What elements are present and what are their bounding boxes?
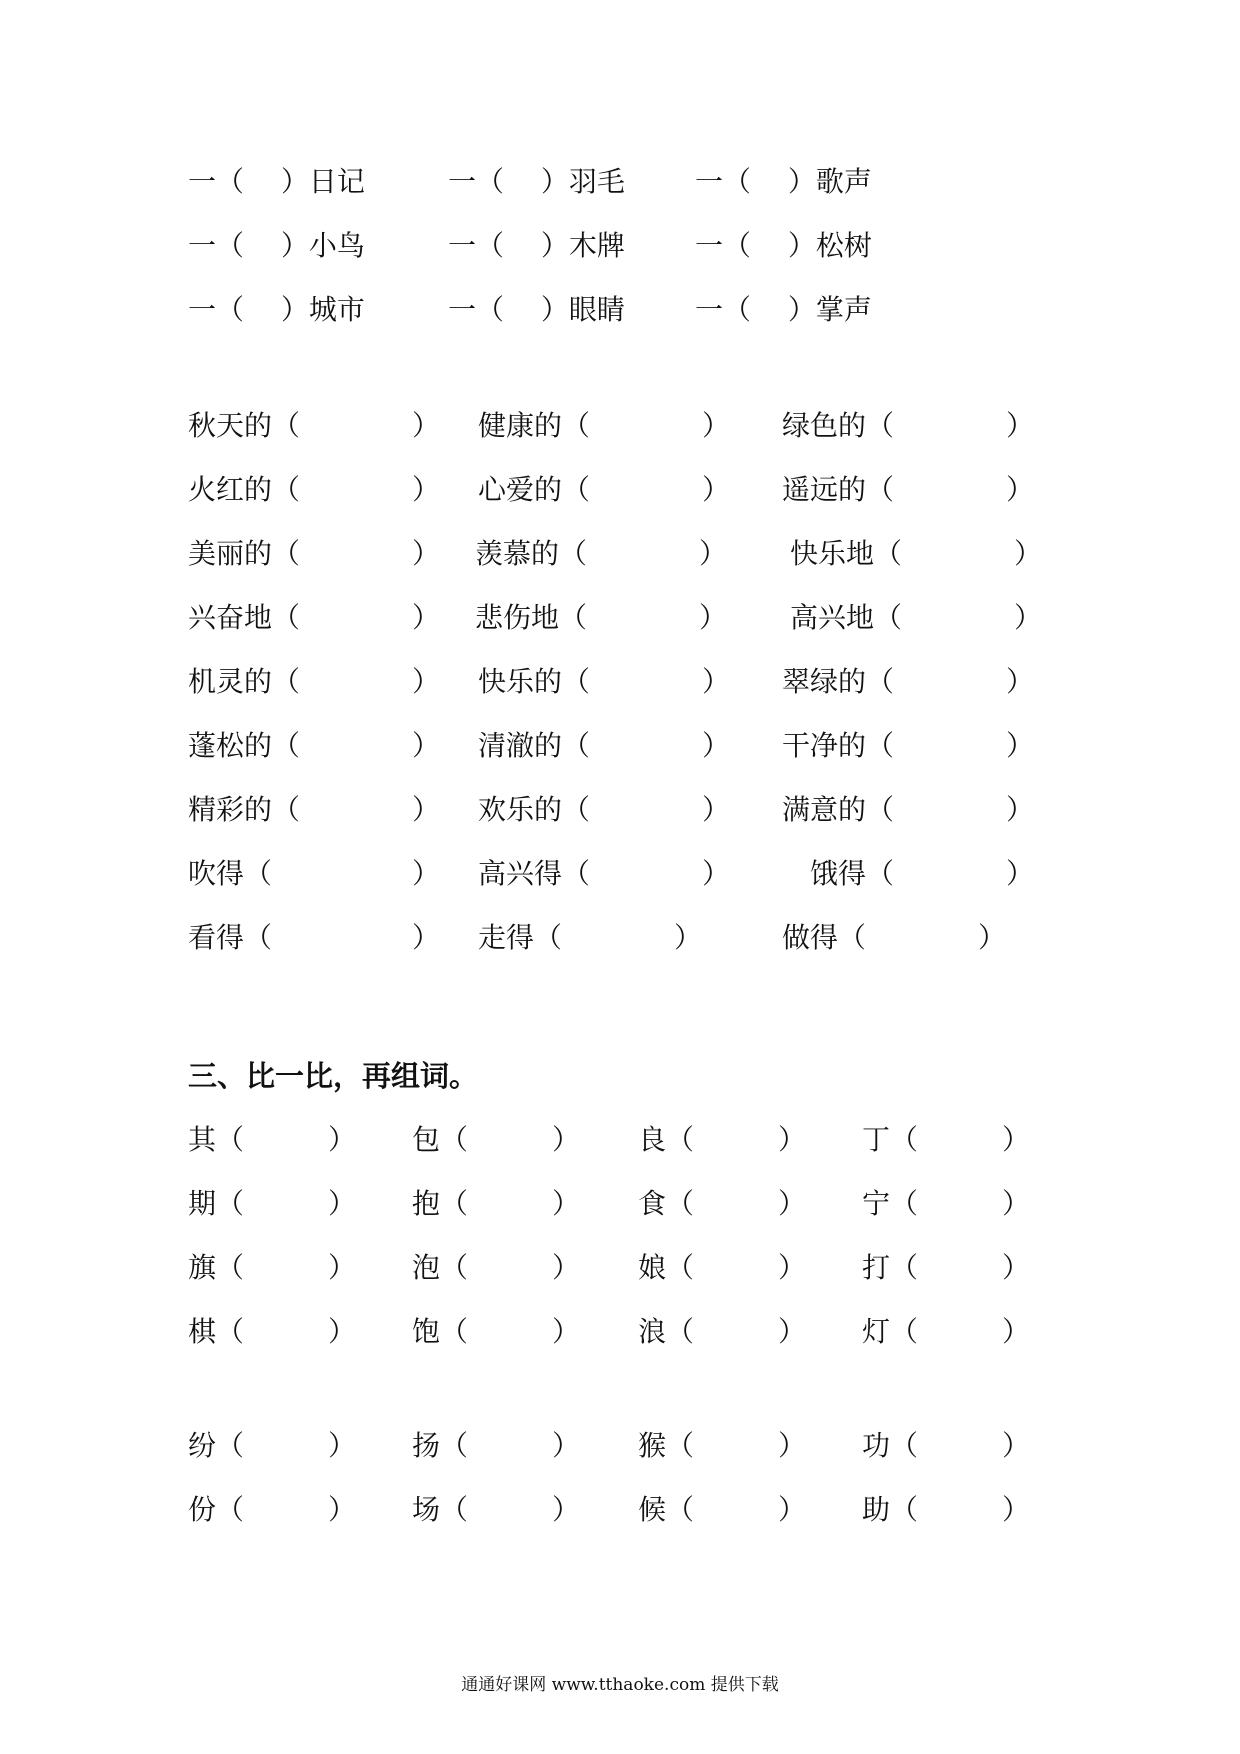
compare-item: 功（ ） [862,1429,1031,1462]
phrase-row-5 [0,662,1240,702]
compare-item: 候（ ） [638,1493,807,1526]
compare-row-4 [0,1312,1240,1352]
measure-row-2 [0,226,1240,266]
compare-item: 打（ ） [862,1251,1031,1284]
phrase-item: 饿得（ ） [810,857,1035,890]
compare-item: 扬（ ） [412,1429,581,1462]
compare-item: 包（ ） [412,1123,581,1156]
compare-row-2 [0,1184,1240,1224]
phrase-row-7 [0,790,1240,830]
compare-row-5 [0,1426,1240,1466]
compare-item: 份（ ） [188,1493,357,1526]
phrase-row-3 [0,534,1240,574]
compare-item: 娘（ ） [638,1251,807,1284]
phrase-item: 绿色的（ ） [782,409,1035,442]
footer-credit: 通通好课网 www.tthaoke.com 提供下载 [461,1675,779,1695]
phrase-item: 精彩的（ ） [188,793,441,826]
measure-item: 一（ ）羽毛 [448,165,625,198]
phrase-item: 走得（ ） [478,921,703,954]
compare-item: 棋（ ） [188,1315,357,1348]
phrase-item: 吹得（ ） [188,857,441,890]
compare-item: 食（ ） [638,1187,807,1220]
measure-item: 一（ ）松树 [695,229,872,262]
phrase-row-6 [0,726,1240,766]
phrase-item: 清澈的（ ） [478,729,731,762]
phrase-item: 干净的（ ） [782,729,1035,762]
measure-item: 一（ ）小鸟 [188,229,365,262]
phrase-item: 快乐的（ ） [478,665,731,698]
phrase-item: 健康的（ ） [478,409,731,442]
phrase-item: 高兴得（ ） [478,857,731,890]
phrase-row-8 [0,854,1240,894]
compare-item: 场（ ） [412,1493,581,1526]
measure-item: 一（ ）眼睛 [448,293,625,326]
phrase-item: 做得（ ） [782,921,1007,954]
phrase-row-1 [0,406,1240,446]
measure-item: 一（ ）歌声 [695,165,872,198]
phrase-item: 遥远的（ ） [782,473,1035,506]
measure-row-1 [0,162,1240,202]
compare-item: 纷（ ） [188,1429,357,1462]
compare-row-3 [0,1248,1240,1288]
compare-row-6 [0,1490,1240,1530]
phrase-item: 机灵的（ ） [188,665,441,698]
phrase-item: 看得（ ） [188,921,441,954]
measure-item: 一（ ）日记 [188,165,365,198]
compare-item: 其（ ） [188,1123,357,1156]
phrase-item: 欢乐的（ ） [478,793,731,826]
phrase-item: 心爱的（ ） [478,473,731,506]
compare-item: 助（ ） [862,1493,1031,1526]
section-heading: 三、比一比，再组词。 [188,1059,479,1093]
compare-item: 宁（ ） [862,1187,1031,1220]
phrase-item: 高兴地（ ） [790,601,1043,634]
compare-row-1 [0,1120,1240,1160]
measure-row-3 [0,290,1240,330]
compare-item: 旗（ ） [188,1251,357,1284]
compare-item: 泡（ ） [412,1251,581,1284]
phrase-item: 悲伤地（ ） [475,601,728,634]
phrase-item: 蓬松的（ ） [188,729,441,762]
compare-item: 期（ ） [188,1187,357,1220]
compare-item: 浪（ ） [638,1315,807,1348]
phrase-item: 羡慕的（ ） [475,537,728,570]
phrase-item: 快乐地（ ） [790,537,1043,570]
compare-item: 灯（ ） [862,1315,1031,1348]
phrase-item: 满意的（ ） [782,793,1035,826]
phrase-item: 火红的（ ） [188,473,441,506]
compare-item: 丁（ ） [862,1123,1031,1156]
phrase-item: 美丽的（ ） [188,537,441,570]
phrase-item: 翠绿的（ ） [782,665,1035,698]
phrase-row-9 [0,918,1240,958]
phrase-row-4 [0,598,1240,638]
phrase-item: 秋天的（ ） [188,409,441,442]
compare-item: 猴（ ） [638,1429,807,1462]
phrase-row-2 [0,470,1240,510]
measure-item: 一（ ）城市 [188,293,365,326]
compare-item: 良（ ） [638,1123,807,1156]
phrase-item: 兴奋地（ ） [188,601,441,634]
measure-item: 一（ ）掌声 [695,293,872,326]
compare-item: 抱（ ） [412,1187,581,1220]
measure-item: 一（ ）木牌 [448,229,625,262]
compare-item: 饱（ ） [412,1315,581,1348]
